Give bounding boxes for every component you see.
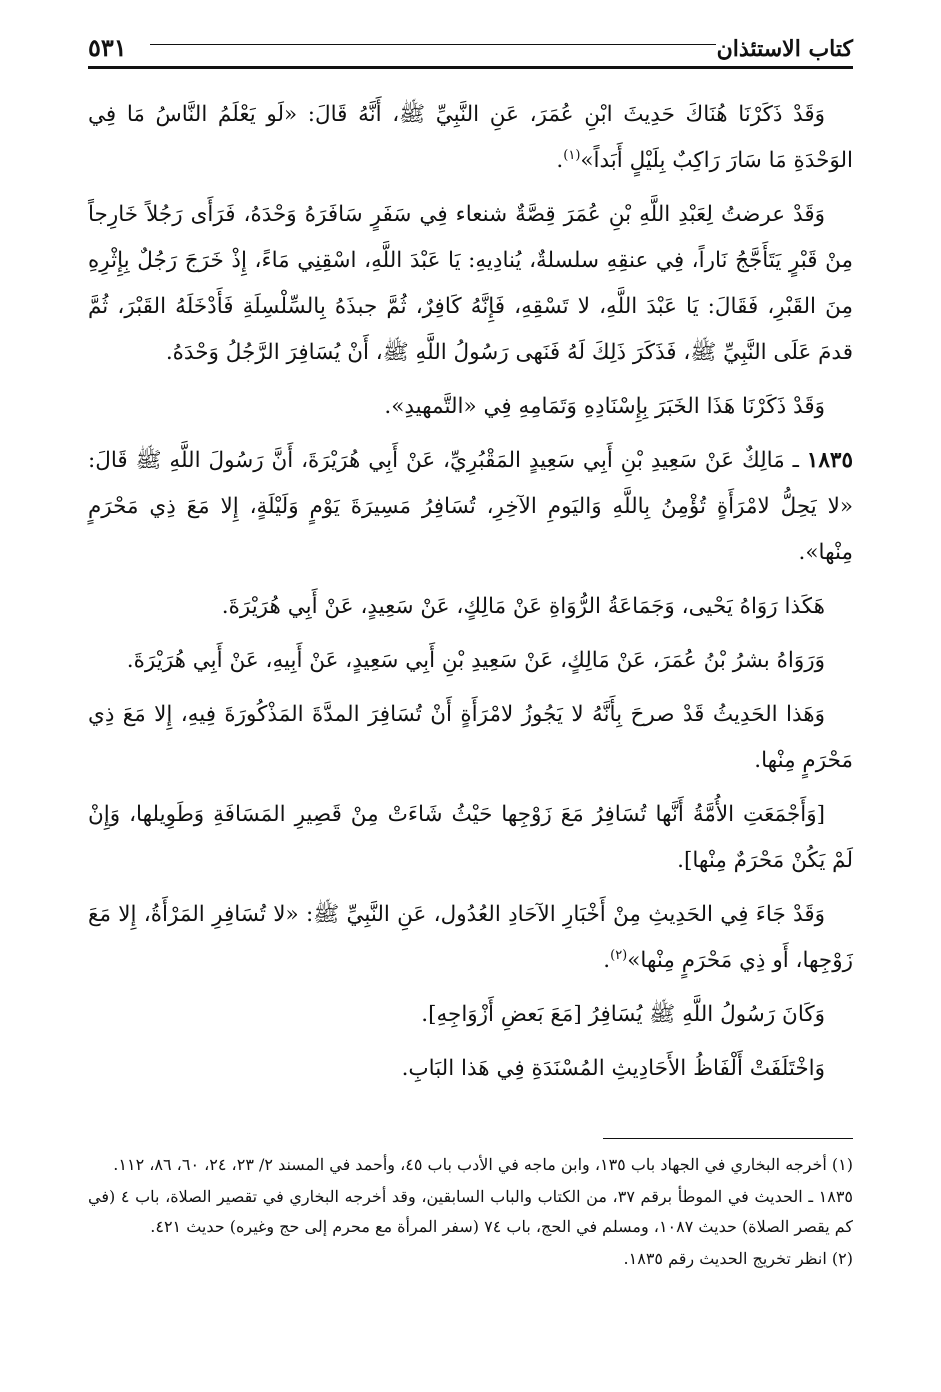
page-header xyxy=(88,18,853,66)
footnote-2: (٢) انظر تخريج الحديث رقم ١٨٣٥. xyxy=(623,1249,853,1268)
paragraph-8: [وَأَجْمَعَتِ الأُمَّةُ أَنَّها تُسَافِرُ مَعَ زَوْجِها حَيْثُ شَاءَتْ مِنْ قَصِيرِ المَسَافَةِ وَطَوِيلها، وَإِنْ لَمْ يَكُنْ مَحْرَمٌ مِنْها]. xyxy=(88,802,853,873)
paragraph-9: وَقَدْ جَاءَ فِي الحَدِيثِ مِنْ أَخْبَارِ الآحَادِ العُدُول، عَنِ النَّبِيِّ ﷺ: «لا تُسَافِرِ المَرْأَةُ، إِلا مَعَ زَوْجِها، أَو ذِي مَحْرَمٍ مِنْها»$^{(٢)}$. xyxy=(88,902,853,973)
header-line xyxy=(150,44,716,45)
paragraph-1: وَقَدْ ذَكَرْنَا هُنَاكَ حَدِيثَ ابْنِ عُمَرَ، عَنِ النَّبِيِّ ﷺ، أَنَّهُ قَالَ: «لَو يَعْلَمُ النَّاسُ مَا فِي الوَحْدَةِ مَا سَارَ رَاكِبٌ بِلَيْلٍ أَبَداً»$^{(١)}$. xyxy=(88,102,853,173)
paragraph-11: وَاخْتَلَفَتْ أَلْفَاظُ الأَحَادِيثِ المُسْنَدَةِ فِي هَذا البَابِ. xyxy=(401,1056,825,1081)
hadith-1835: ١٨٣٥ ـ مَالِكٌ عَنْ سَعِيدِ بْنِ أَبِي سَعِيدٍ المَقْبُرِيِّ، عَنْ أَبِي هُرَيْرَةَ، أَنَّ رَسُولَ اللَّهِ ﷺ قَالَ: «لا يَحِلُّ لامْرَأَةٍ تُؤْمِنُ بِاللَّهِ وَاليَومِ الآخِرِ، تُسَافِرُ مَسِيرَةَ يَوْمٍ وَلَيْلَةٍ، إِلا مَعَ ذِي مَحْرَمٍ مِنْها». xyxy=(88,448,853,565)
footnote-separator xyxy=(603,1138,853,1139)
paragraph-10: وَكَانَ رَسُولُ اللَّهِ ﷺ يُسَافِرُ [مَعَ بَعضِ أَزْوَاجِهِ]. xyxy=(421,1002,825,1027)
paragraph-6: وَرَوَاهُ بشرُ بْنُ عُمَرَ، عَنْ مَالِكٍ، عَنْ سَعِيدِ بْنِ أَبِي سَعِيدٍ، عَنْ أَبِيهِ، عَنْ أَبِي هُرَيْرَةَ. xyxy=(126,648,825,673)
paragraph-3: وَقَدْ ذَكَرْنَا هَذَا الخَبَرَ بِإِسْنَادِهِ وَتَمَامِهِ فِي «التَّمهيدِ». xyxy=(384,394,825,419)
paragraph-7: وَهَذا الحَدِيثُ قَدْ صرحَ بِأَنَّهُ لا يَجُوزُ لامْرَأَةٍ أَنْ تُسَافِرَ المدَّةَ المَذْكُورَةَ فِيهِ، إِلا مَعَ ذِي مَحْرَمٍ مِنْها. xyxy=(88,702,853,773)
hadith-number: ١٨٣٥ xyxy=(806,448,853,473)
footnote-1835: ١٨٣٥ ـ الحديث في الموطأ برقم ٣٧، من الكتاب والباب السابقين، وقد أخرجه البخاري في تقصير الصلاة، باب ٤ (في كم يقصر الصلاة) حديث ١٠٨٧، ومسلم في الحج، باب ٧٤ (سفر المرأة مع محرم إلى حج وغيره) حديث ٤٢١. xyxy=(88,1187,854,1236)
footnote-ref-1: (١) xyxy=(563,147,581,163)
paragraph-2: وَقَدْ عرضتُ لِعَبْدِ اللَّهِ بْنِ عُمَرَ قِصَّةٌ شنعاء فِي سَفَرٍ سَافَرَهُ وَحْدَهُ، فَرَأَى رَجُلاً خَارِجاً مِنْ قَبْرٍ يَتَأَجَّجُ نَاراً، فِي عنقِهِ سلسلةٌ، يُنادِيهِ: يَا عَبْدَ اللَّهِ، اسْقِنِي مَاءً، إِذْ خَرَجَ رَجُلٌ بِإِثْرِهِ مِنَ القَبْرِ، فَقَالَ: يَا عَبْدَ اللَّهِ، لا تَسْقِهِ، فَإِنَّهُ كَافِرٌ، ثُمَّ جبذَهُ بِالسِّلْسِلَةِ فَأَدْخَلَهُ القَبْرَ، ثُمَّ قدمَ عَلَى النَّبِيِّ ﷺ، فَذَكَرَ ذَلِكَ لَهُ فَنَهى رَسُولُ اللَّهِ ﷺ، أَنْ يُسَافِرَ الرَّجُلُ وَحْدَهُ. xyxy=(88,202,853,365)
main-text xyxy=(88,92,853,1100)
running-title: كتاب الاستئذان xyxy=(716,36,853,62)
header-rule xyxy=(88,66,853,69)
footnote-1: (١) أخرجه البخاري في الجهاد باب ١٣٥، وابن ماجه في الأدب باب ٤٥، وأحمد في المسند ٢/ ٢٣، ٢٤، ٦٠، ٨٦، ١١٢. xyxy=(113,1155,853,1174)
footnotes xyxy=(88,1150,853,1276)
page-number: ٥٣١ xyxy=(88,33,127,62)
paragraph-5: هَكَذا رَوَاهُ يَحْيى، وَجَمَاعَةُ الرُّوَاةِ عَنْ مَالِكٍ، عَنْ سَعِيدٍ، عَنْ أَبِي هُرَيْرَةَ. xyxy=(221,594,825,619)
footnote-ref-2: (٢) xyxy=(610,947,628,963)
